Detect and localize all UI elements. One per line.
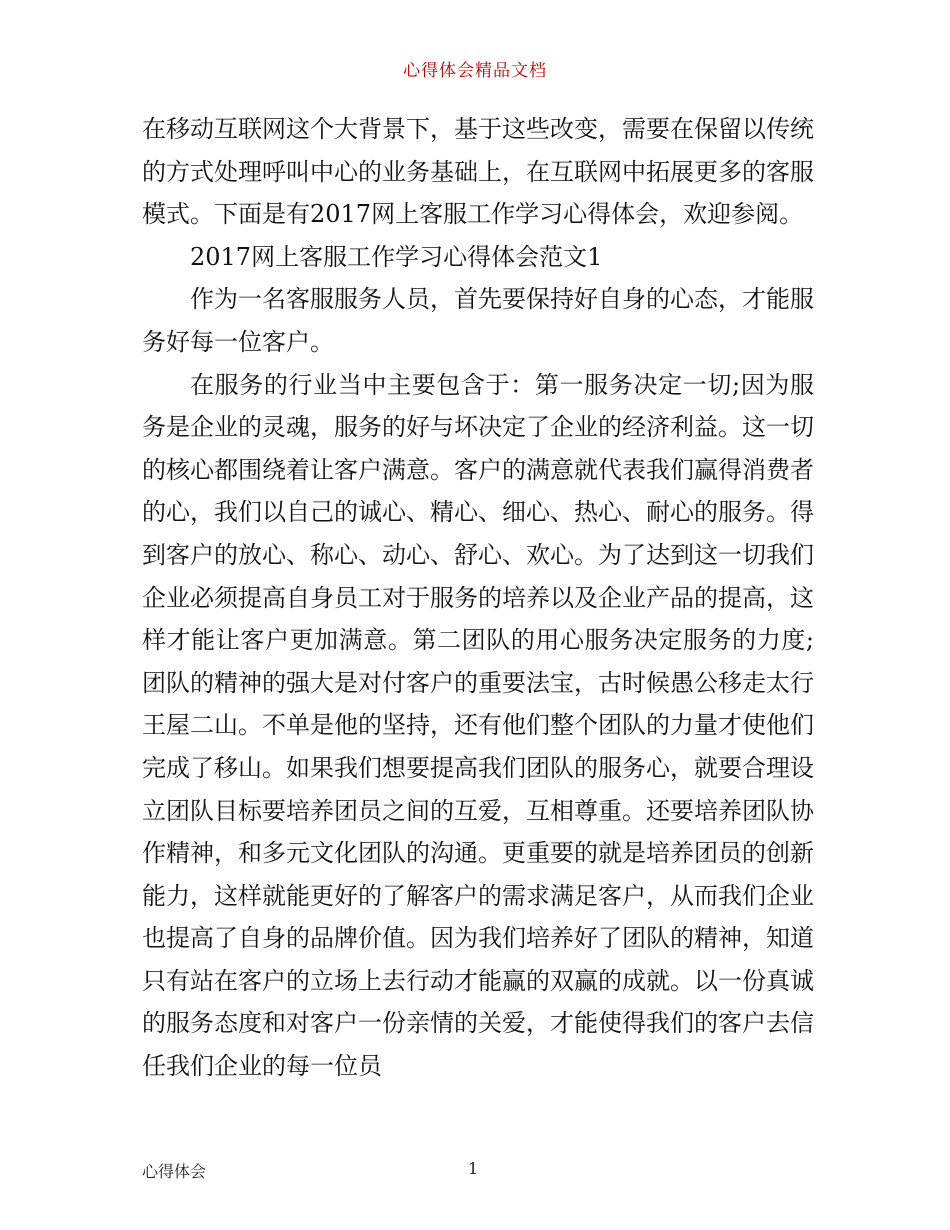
footer-label: 心得体会 xyxy=(142,1162,207,1181)
body-paragraph: 作为一名客服服务人员，首先要保持好自身的心态，才能服务好每一位客户。 xyxy=(142,285,814,356)
page-number: 1 xyxy=(468,1159,479,1178)
document-body xyxy=(142,108,814,1088)
section-heading: 2017网上客服工作学习心得体会范文1 xyxy=(190,242,603,271)
intro-paragraph: 在移动互联网这个大背景下，基于这些改变，需要在保留以传统的方式处理呼叫中心的业务基础上，在互联网中拓展更多的客服模式。下面是有2017网上客服工作学习心得体会，欢迎参阅。 xyxy=(142,115,814,229)
document-header: 心得体会精品文档 xyxy=(403,61,547,81)
body-paragraph: 在服务的行业当中主要包含于：第一服务决定一切;因为服务是企业的灵魂，服务的好与坏决定了企业的经济利益。这一切的核心都围绕着让客户满意。客户的满意就代表我们赢得消费者的心，我们以自己的诚心、精心、细心、热心、耐心的服务。得到客户的放心、称心、动心、舒心、欢心。为了达到这一切我们企业必须提高自身员工对于服务的培养以及企业产品的提高，这样才能让客户更加满意。第二团队的用心服务决定服务的力度;团队的精神的强大是对付客户的重要法宝，古时候愚公移走太行王屋二山。不单是他的坚持，还有他们整个团队的力量才使他们完成了移山。如果我们想要提高我们团队的服务心，就要合理设立团队目标要培养团员之间的互爱，互相尊重。还要培养团队协作精神，和多元文化团队的沟通。更重要的就是培养团员的创新能力，这样就能更好的了解客户的需求满足客户，从而我们企业也提高了自身的品牌价值。因为我们培养好了团队的精神，知道只有站在客户的立场上去行动才能赢的双赢的成就。以一份真诚的服务态度和对客户一份亲情的关爱，才能使得我们的客户去信任我们企业的每一位员 xyxy=(142,370,814,1081)
